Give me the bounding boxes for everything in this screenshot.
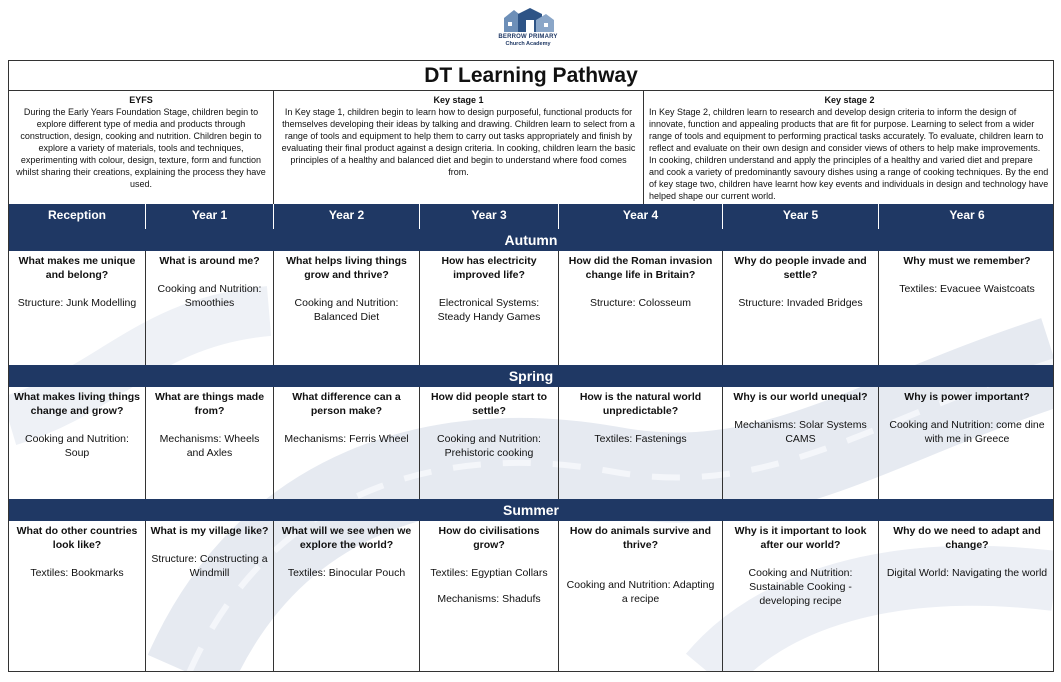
question: How is the natural world unpredictable?: [579, 391, 702, 417]
question: What makes living things change and grow?: [13, 391, 141, 417]
project: Electronical Systems: Steady Handy Games: [437, 297, 541, 323]
project: Structure: Constructing a Windmill: [151, 553, 268, 579]
project-secondary: Mechanisms: Shadufs: [437, 593, 541, 605]
cell-spring-reception: [9, 387, 146, 499]
cell-autumn-year-1: [146, 251, 274, 365]
question: Why do we need to adapt and change?: [893, 525, 1041, 551]
school-logo: [488, 6, 568, 56]
project: Digital World: Navigating the world: [886, 567, 1048, 579]
project: Textiles: Egyptian Collars: [430, 567, 548, 579]
ks2-heading: Key stage 2: [824, 95, 875, 105]
season-header-summer: Summer: [9, 499, 1053, 521]
year-header-year-6: Year 6: [949, 208, 985, 222]
project: Textiles: Fastenings: [594, 433, 687, 445]
eyfs-heading: EYFS: [129, 95, 153, 105]
cell-spring-year-2: [274, 387, 420, 499]
project: Cooking and Nutrition: come dine with me in Greece: [889, 419, 1045, 445]
cell-summer-year-1: [146, 521, 274, 672]
question: What helps living things grow and thrive?: [286, 255, 407, 281]
project: Structure: Junk Modelling: [17, 297, 137, 309]
year-header-year-5: Year 5: [723, 204, 879, 229]
cell-autumn-year-6: [879, 251, 1054, 365]
ks1-text: In Key stage 1, children begin to learn how to design purposeful, functional products for themselves developing their ideas by talking and drawing. Children learn to select from a range of tools and equipment to help them to carry out tasks appropriately and finish by evaluating their final product against a design criteria. In cooking, children learn the basic principles of a healthy and balanced diet and begin to understand where food comes from.: [281, 107, 636, 177]
cell-spring-year-4: [559, 387, 723, 499]
project: Structure: Colosseum: [590, 297, 691, 309]
question: How did the Roman invasion change life in Britain?: [568, 255, 713, 281]
season-row-autumn: [9, 251, 1053, 365]
cell-summer-year-6: [879, 521, 1054, 672]
question: How do animals survive and thrive?: [569, 525, 712, 551]
question: Why is our world unequal?: [733, 391, 868, 403]
cell-autumn-year-5: [723, 251, 879, 365]
year-header-year-1: Year 1: [146, 204, 274, 229]
cell-summer-year-4: [559, 521, 723, 672]
project: Structure: Invaded Bridges: [738, 297, 863, 309]
cell-autumn-reception: [9, 251, 146, 365]
project: Mechanisms: Ferris Wheel: [284, 433, 409, 445]
learning-pathway-table: [8, 60, 1054, 672]
project: Mechanisms: Wheels and Axles: [159, 433, 260, 459]
question: What makes me unique and belong?: [18, 255, 136, 281]
question: Why do people invade and settle?: [734, 255, 867, 281]
year-header-row: [9, 204, 1053, 229]
cell-spring-year-6: [879, 387, 1054, 499]
cell-autumn-year-2: [274, 251, 420, 365]
logo-school-name: BERROW PRIMARY: [498, 34, 558, 40]
year-header-year-3: Year 3: [420, 204, 559, 229]
eyfs-intro: [9, 91, 274, 204]
question: What difference can a person make?: [292, 391, 401, 417]
cell-spring-year-3: [420, 387, 559, 499]
question: How do civilisations grow?: [438, 525, 540, 551]
season-header-spring: Spring: [9, 365, 1053, 387]
cell-autumn-year-3: [420, 251, 559, 365]
question: Why must we remember?: [903, 255, 1031, 267]
cell-summer-reception: [9, 521, 146, 672]
ks1-heading: Key stage 1: [433, 95, 484, 105]
cell-summer-year-5: [723, 521, 879, 672]
year-header-year-4: Year 4: [559, 204, 723, 229]
project: Cooking and Nutrition: Prehistoric cooking: [437, 433, 541, 459]
project: Cooking and Nutrition: Soup: [25, 433, 129, 459]
question: Why is it important to look after our world?: [734, 525, 867, 551]
project: Cooking and Nutrition: Balanced Diet: [294, 297, 399, 323]
logo-academy-name: Church Academy: [505, 41, 551, 47]
ks2-text: In Key Stage 2, children learn to research and develop design criteria to inform the design of innovate, function and appealing products that are fit for purpose. Learning to select from a wider range of tools and equipment to performing practical tasks accurately. To evaluate, children learn to reflect and evaluate on their own design and consider views of others to help make improvements. In cooking, children understand and apply the principles of a healthy and varied diet and prepare and cook a variety of predominantly savoury dishes using a range of cooking techniques. By the end of key stage two, children have learnt how key events and individuals in design and technology have helped shape our current world.: [649, 107, 1049, 201]
question: Why is power important?: [904, 391, 1030, 403]
project: Textiles: Binocular Pouch: [287, 567, 406, 579]
project: Textiles: Evacuee Waistcoats: [899, 283, 1035, 295]
project: Cooking and Nutrition: Smoothies: [157, 283, 262, 309]
question: How has electricity improved life?: [441, 255, 537, 281]
page-title: DT Learning Pathway: [9, 61, 1053, 91]
cell-spring-year-1: [146, 387, 274, 499]
year-header-year-2: Year 2: [274, 204, 420, 229]
year-header-reception: Reception: [9, 204, 146, 229]
eyfs-text: During the Early Years Foundation Stage, children begin to explore different type of media and products through construction, design, cooking and nutrition. Children begin to explore a variety of materials, tools and techniques, experimenting with colour, design, texture, form and function whilst sharing their creations, explaining the process they have used.: [16, 107, 266, 189]
school-building-icon: [500, 6, 556, 34]
question: How did people start to settle?: [430, 391, 548, 417]
project: Cooking and Nutrition: Sustainable Cooking - developing recipe: [748, 567, 853, 607]
question: What do other countries look like?: [16, 525, 138, 551]
project: Textiles: Bookmarks: [30, 567, 124, 579]
question: What is around me?: [159, 255, 260, 267]
ks2-intro: [644, 91, 1054, 204]
project: Mechanisms: Solar Systems CAMS: [734, 419, 867, 445]
cell-autumn-year-4: [559, 251, 723, 365]
question: What is my village like?: [150, 525, 269, 537]
cell-summer-year-2: [274, 521, 420, 672]
season-row-spring: [9, 387, 1053, 499]
season-row-summer: [9, 521, 1053, 672]
cell-spring-year-5: [723, 387, 879, 499]
project: Cooking and Nutrition: Adapting a recipe: [566, 579, 715, 605]
ks1-intro: [274, 91, 644, 204]
question: What will we see when we explore the world?: [281, 525, 412, 551]
question: What are things made from?: [154, 391, 265, 417]
season-header-autumn: Autumn: [9, 229, 1053, 251]
cell-summer-year-3: [420, 521, 559, 672]
